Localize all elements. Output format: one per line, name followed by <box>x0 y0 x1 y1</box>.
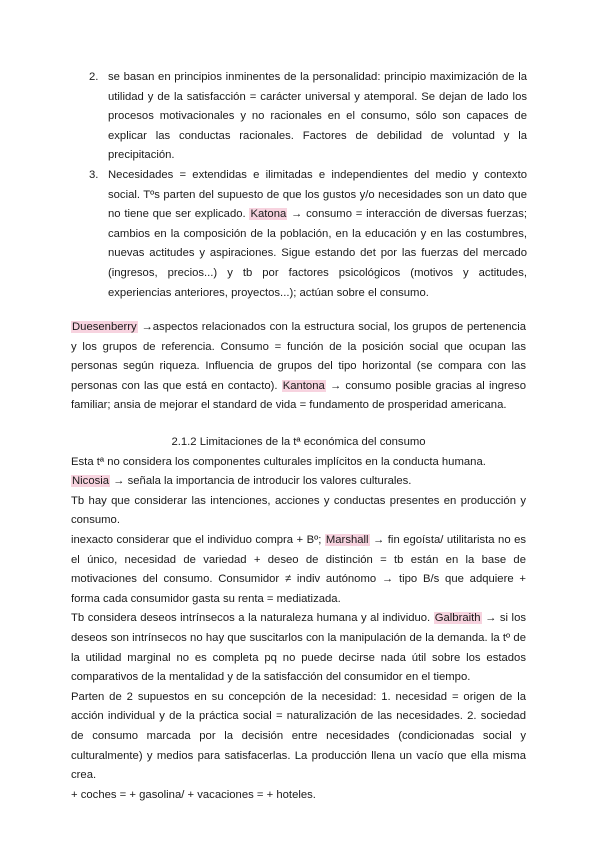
nicosia-text: → señala la importancia de introducir los valores culturales. <box>110 475 412 488</box>
highlight-duesenberry: Duesenberry <box>72 321 137 333</box>
list-text-continued: → consumo = interacción de diversas fuerzas; cambios en la composición de la población, en la educación y en las costumbres, nuevas actitudes y aspiraciones. Sigue estando det por las fuerzas del mercado (ingresos, precios...) y tb por factores psicológicos (motivos y actitudes, experiencias anteriores, proyectos...); actúan sobre el consumo. <box>108 208 527 299</box>
section-heading: 2.1.2 Limitaciones de la tª económica del consumo <box>171 436 426 448</box>
highlight-galbraith: Galbraith <box>434 612 481 625</box>
highlight-katona: Katona <box>250 208 287 221</box>
galbraith-text: Tb considera deseos intrínsecos a la naturaleza humana y al individuo. <box>71 612 434 625</box>
numbered-list <box>89 68 527 303</box>
galbraith-text-continued: → si los deseos son intrínsecos no hay que suscitarlos con la manipulación de la demanda. la tº de la utilidad marginal no es completa pq no puede decirse nada útil sobre los estados comparativos de la mentalidad y de la satisfacción del consumidor en el tiempo. <box>71 612 527 684</box>
paragraph-text-continued: → consumo posible gracias al ingreso familiar; ansia de mejorar el standard de vida = fundamento de prosperidad americana. <box>71 379 526 412</box>
list-text: Necesidades = extendidas e ilimitadas e independientes del medio y contexto social. Tºs parten del supuesto de que los gustos y/o necesidades son un dato que no tiene que ser explicado. <box>108 168 527 221</box>
highlight-nicosia: Nicosia <box>72 475 110 488</box>
tb-intenciones-text: Tb hay que considerar las intenciones, acciones y conductas presentes en producción y consumo. <box>71 494 526 527</box>
duesenberry-paragraph <box>71 318 526 416</box>
section-intro: Esta tª no considera los componentes culturales implícitos en la conducta humana. <box>71 455 486 468</box>
section-limitaciones <box>71 433 526 805</box>
highlight-kantona: Kantona <box>282 379 325 392</box>
list-item <box>89 68 527 166</box>
list-text: se basan en principios inminentes de la personalidad: principio maximización de la utilidad y de la satisfacción = carácter universal y atemporal. Se dejan de lado los procesos motivacionales y no racionales en el consumo, sólo son capaces de explicar las conductas racionales. Factores de debilidad de voluntad y la precipitación. <box>108 71 527 162</box>
marshall-text: inexacto considerar que el individuo compra + Bº; <box>71 533 325 546</box>
marshall-text-continued: → fin egoísta/ utilitarista no es el único, necesidad de variedad + deseo de distinción = tb están en la base de motivaciones del consumo. Consumidor ≠ indiv autónomo → tipo B/s que adquiere + forma cada consumidor gasta su renta = mediatizada. <box>71 533 526 605</box>
supuestos-text: Parten de 2 supuestos en su concepción de la necesidad: 1. necesidad = origen de la acción individual y de la práctica social = naturalización de las necesidades. 2. sociedad de consumo marcada por la decisión entre necesidades (condicionadas social y culturalmente) y medios para satisfacerlas. La producción llena un vacío que ella misma crea. <box>71 690 526 782</box>
coches-text: + coches = + gasolina/ + vacaciones = + hoteles. <box>71 788 316 801</box>
paragraph-text: →aspectos relacionados con la estructura social, los grupos de pertenencia y los grupos de referencia. Consumo = función de la posición social que ocupan las personas según riqueza. Influencia de grupos del tipo horizontal (se compara con las personas con las que está en contacto). <box>71 321 526 392</box>
highlight-marshall: Marshall <box>325 533 369 546</box>
list-number: 2. <box>89 71 99 83</box>
list-item <box>89 166 527 303</box>
list-number: 3. <box>89 168 99 181</box>
